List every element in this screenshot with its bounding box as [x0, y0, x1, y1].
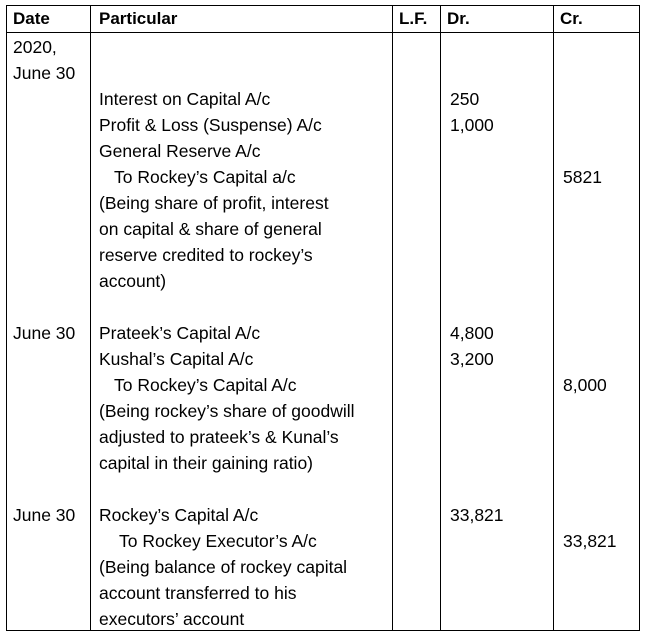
header-lf: L.F.	[399, 9, 428, 28]
narration-line: (Being rockey’s share of goodwill	[99, 401, 355, 421]
particular-line: To Rockey Executor’s A/c	[119, 531, 317, 551]
entry-date: June 30	[13, 63, 76, 83]
narration-line: (Being share of profit, interest	[99, 193, 329, 213]
entry-date: June 30	[13, 505, 76, 525]
column-divider	[90, 6, 91, 630]
narration-line: executors’ account	[99, 609, 245, 629]
column-divider	[392, 6, 393, 630]
entry-date: 2020,	[13, 37, 57, 57]
narration-line: account)	[99, 271, 167, 291]
cr-amount: 5821	[563, 167, 602, 187]
narration-line: capital in their gaining ratio)	[99, 453, 314, 473]
cr-amount: 33,821	[563, 531, 617, 551]
narration-line: on capital & share of general	[99, 219, 322, 239]
entry-date: June 30	[13, 323, 76, 343]
particular-line: To Rockey’s Capital a/c	[114, 167, 296, 187]
header-divider	[7, 32, 639, 33]
narration-line: reserve credited to rockey’s	[99, 245, 313, 265]
header-particular: Particular	[99, 9, 178, 28]
header-cr: Cr.	[560, 9, 583, 28]
dr-amount: 4,800	[450, 323, 494, 343]
particular-line: Profit & Loss (Suspense) A/c	[99, 115, 322, 135]
narration-line: (Being balance of rockey capital	[99, 557, 348, 577]
dr-amount: 250	[450, 89, 480, 109]
dr-amount: 1,000	[450, 115, 494, 135]
header-dr: Dr.	[447, 9, 470, 28]
particular-line: Prateek’s Capital A/c	[99, 323, 261, 343]
particular-line: Rockey’s Capital A/c	[99, 505, 259, 525]
journal-table	[6, 5, 640, 631]
narration-line: account transferred to his	[99, 583, 297, 603]
particular-line: Interest on Capital A/c	[99, 89, 271, 109]
column-divider	[553, 6, 554, 630]
header-date: Date	[13, 9, 50, 28]
particular-line: Kushal’s Capital A/c	[99, 349, 254, 369]
particular-line: General Reserve A/c	[99, 141, 261, 161]
column-divider	[440, 6, 441, 630]
particular-line: To Rockey’s Capital A/c	[114, 375, 297, 395]
dr-amount: 33,821	[450, 505, 504, 525]
narration-line: adjusted to prateek’s & Kunal’s	[99, 427, 339, 447]
cr-amount: 8,000	[563, 375, 607, 395]
dr-amount: 3,200	[450, 349, 494, 369]
